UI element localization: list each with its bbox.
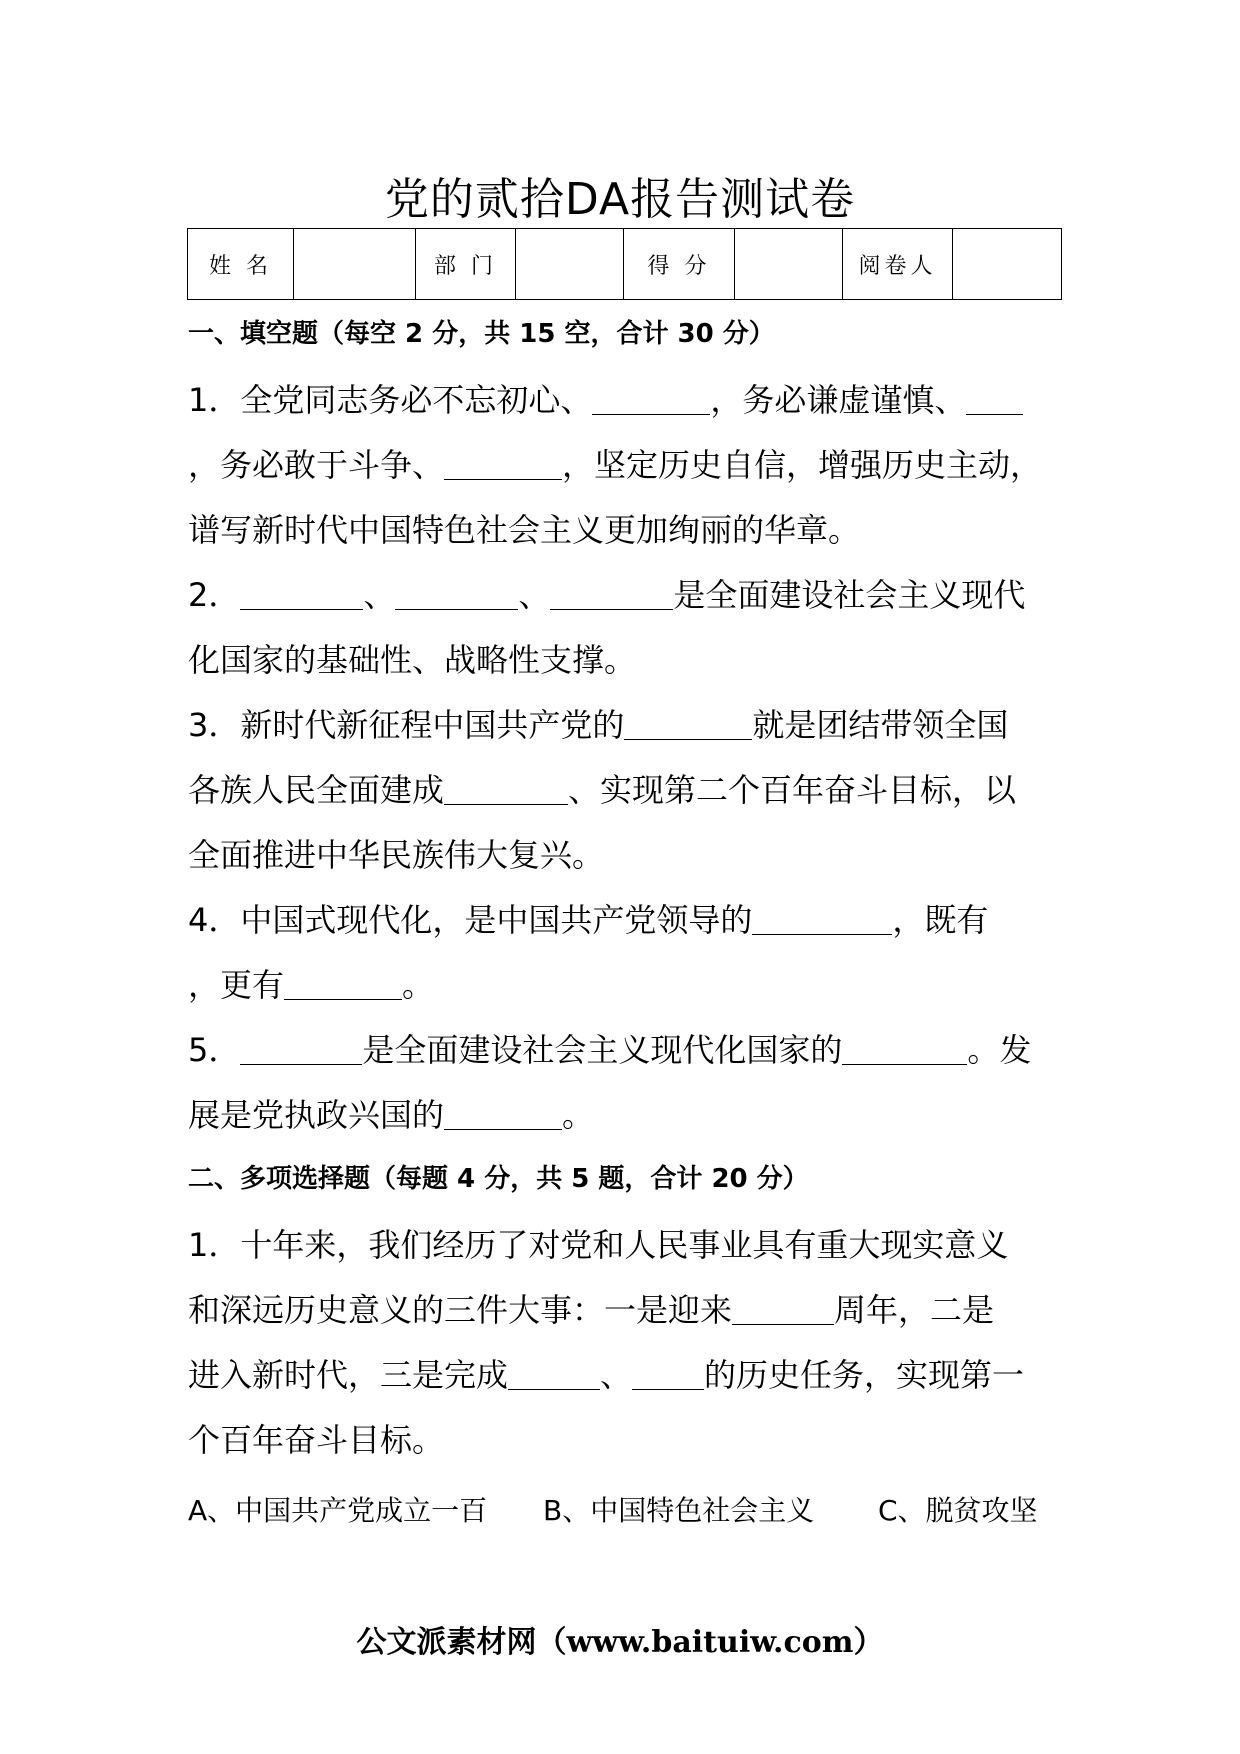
- answer-blank[interactable]: [592, 382, 710, 415]
- question-1-3: 3．新时代新征程中国共产党的 就是团结带领全国 各族人民全面建成 、实现第二个百年奋斗目标，以 全面推进中华民族伟大复兴。: [188, 706, 1017, 874]
- question-1-2: 2． 、 、 是全面建设社会主义现代 化国家的基础性、战略性支撑。: [188, 576, 1026, 679]
- reviewer-label: 阅卷人: [843, 229, 953, 300]
- department-label: 部 门: [416, 229, 516, 300]
- name-field[interactable]: [294, 229, 416, 300]
- answer-blank[interactable]: [624, 707, 752, 740]
- reviewer-field[interactable]: [953, 229, 1062, 300]
- score-field[interactable]: [735, 229, 843, 300]
- name-label: 姓 名: [188, 229, 294, 300]
- answer-blank[interactable]: [240, 577, 363, 610]
- answer-blank[interactable]: [284, 967, 402, 1000]
- answer-blank[interactable]: [508, 1357, 600, 1390]
- option-a[interactable]: A、中国共产党成立一百: [188, 1494, 488, 1527]
- question-2-1: 1．十年来，我们经历了对党和人民事业具有重大现实意义 和深远历史意义的三件大事：一是迎来 周年，二是 进入新时代，三是完成 、 的历史任务，实现第一 个百年奋斗目标。: [188, 1226, 1025, 1459]
- answer-blank[interactable]: [732, 1292, 834, 1325]
- answer-blank[interactable]: [444, 447, 562, 480]
- answer-blank[interactable]: [444, 1097, 562, 1130]
- answer-blank[interactable]: [752, 902, 892, 935]
- section-1-heading: 一、填空题（每空 2 分，共 15 空，合计 30 分）: [188, 319, 775, 349]
- answer-blank[interactable]: [395, 577, 518, 610]
- page-title: 党的贰拾DA报告测试卷: [384, 174, 856, 225]
- question-1-4: 4．中国式现代化，是中国共产党领导的 ，既有 ，更有 。: [188, 901, 989, 1004]
- info-table: [187, 228, 1062, 300]
- section-2-heading: 二、多项选择题（每题 4 分，共 5 题，合计 20 分）: [188, 1164, 809, 1194]
- question-1-5: 5． 是全面建设社会主义现代化国家的 。发 展是党执政兴国的 。: [188, 1031, 1032, 1134]
- answer-blank[interactable]: [842, 1032, 967, 1065]
- score-label: 得 分: [624, 229, 735, 300]
- question-1-1: 1．全党同志务必不忘初心、 ，务必谦虚谨慎、 ，务必敢于斗争、 ，坚定历史自信，增强历史主动， 谱写新时代中国特色社会主义更加绚丽的华章。: [188, 381, 1043, 549]
- answer-blank[interactable]: [966, 382, 1023, 415]
- footer-watermark: 公文派素材网（www.baituiw.com）: [356, 1625, 884, 1660]
- answer-blank[interactable]: [444, 772, 568, 805]
- option-c[interactable]: C、脱贫攻坚: [878, 1494, 1038, 1527]
- answer-options: [188, 1488, 1068, 1534]
- department-field[interactable]: [516, 229, 624, 300]
- option-b[interactable]: B、中国特色社会主义: [543, 1494, 815, 1527]
- answer-blank[interactable]: [240, 1032, 362, 1065]
- answer-blank[interactable]: [550, 577, 673, 610]
- answer-blank[interactable]: [632, 1357, 704, 1390]
